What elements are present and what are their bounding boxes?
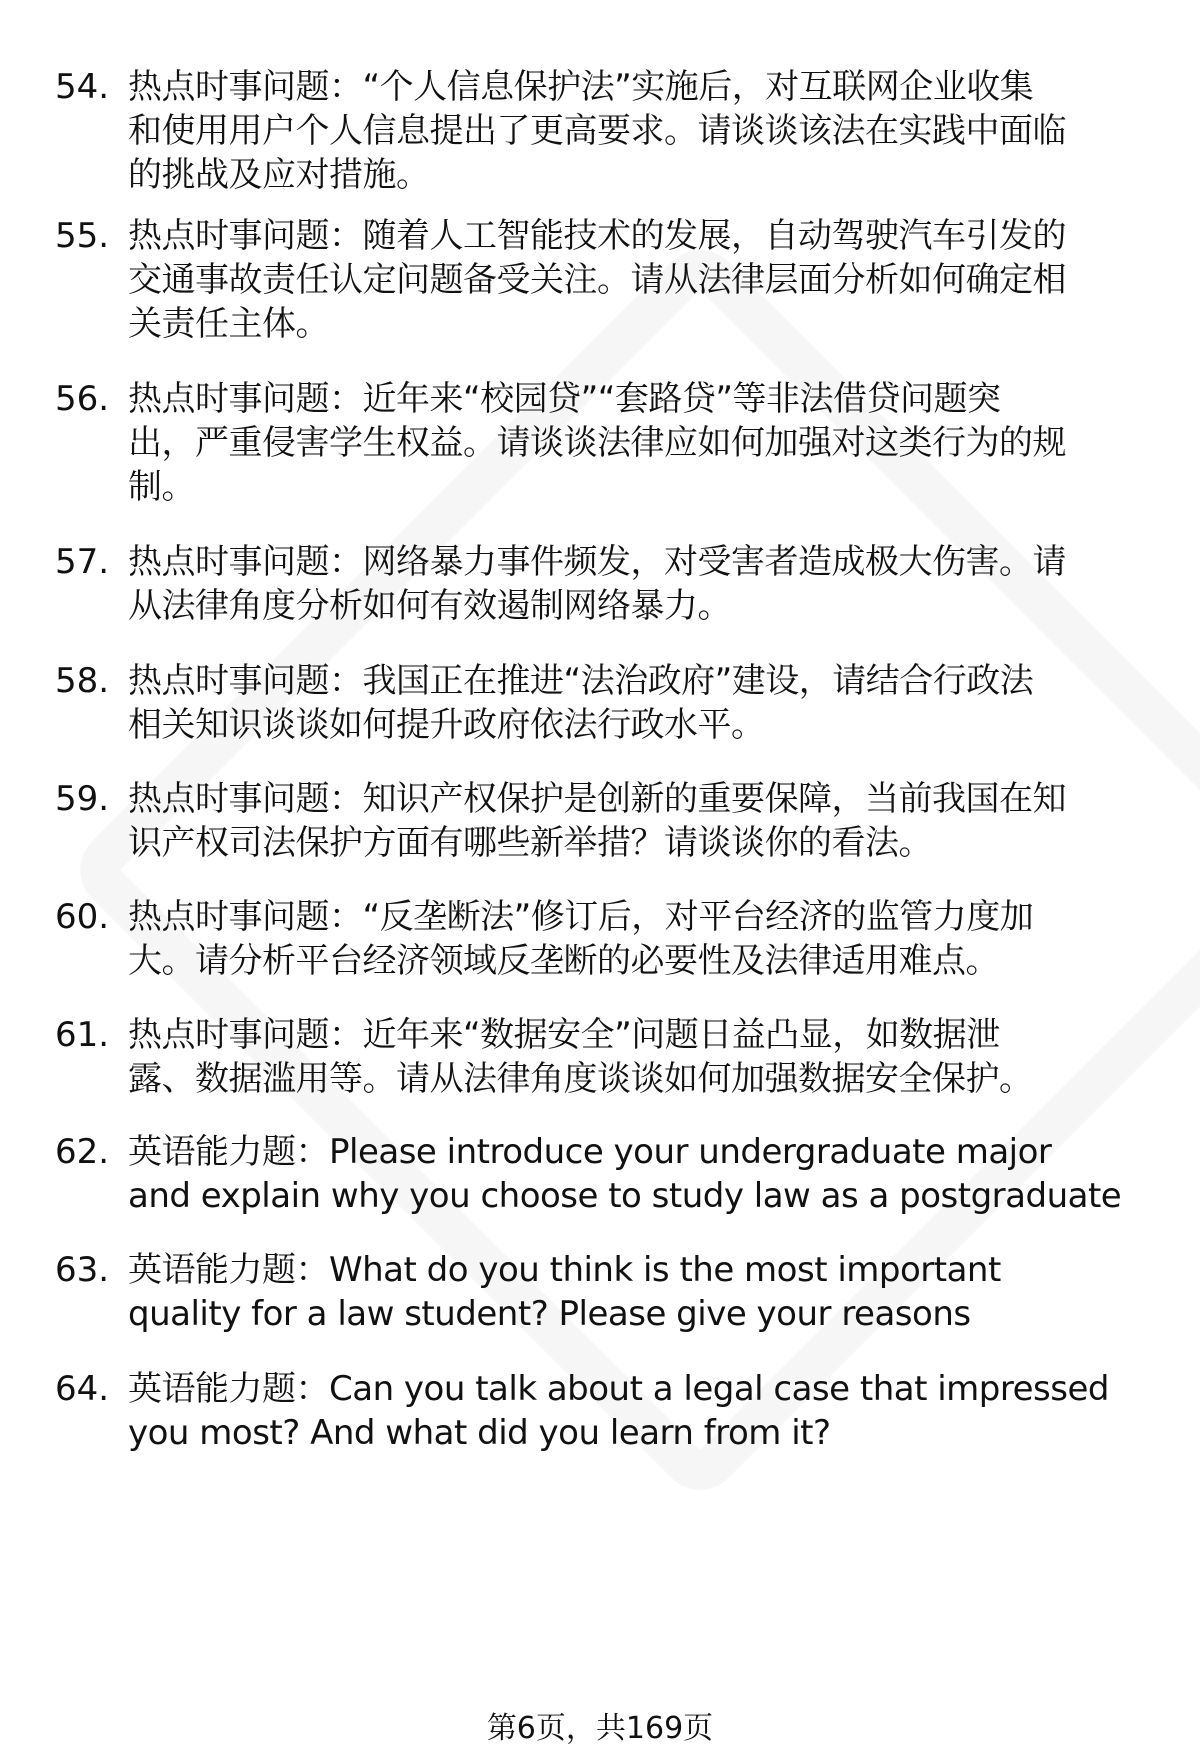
question-number: 63. <box>55 1250 110 1290</box>
question-text-line: quality for a law student? Please give your reasons <box>128 1294 971 1334</box>
question-number: 62. <box>55 1132 110 1172</box>
question-number: 57. <box>55 542 110 582</box>
question-number: 59. <box>55 779 110 819</box>
question-text-line: 相关知识谈谈如何提升政府依法行政水平。 <box>128 705 765 745</box>
question-number: 64. <box>55 1369 110 1409</box>
question-text-line: 和使用用户个人信息提出了更高要求。请谈谈该法在实践中面临 <box>128 111 1066 151</box>
question-text-line: 热点时事问题：我国正在推进“法治政府”建设，请结合行政法 <box>128 661 1034 701</box>
question-number: 60. <box>55 897 110 937</box>
question-text-line: 热点时事问题：“反垄断法”修订后，对平台经济的监管力度加 <box>128 897 1034 937</box>
question-text-line: 英语能力题：Can you talk about a legal case that impressed <box>128 1369 1109 1409</box>
question-number: 61. <box>55 1015 110 1055</box>
question-number: 54. <box>55 67 110 107</box>
question-text-line: 从法律角度分析如何有效遏制网络暴力。 <box>128 586 731 626</box>
question-text-line: 识产权司法保护方面有哪些新举措？请谈谈你的看法。 <box>128 823 932 863</box>
question-text-line: 大。请分析平台经济领域反垄断的必要性及法律适用难点。 <box>128 941 999 981</box>
question-text-line: 露、数据滥用等。请从法律角度谈谈如何加强数据安全保护。 <box>128 1059 1033 1099</box>
page-footer: 第6页，共169页 <box>486 1711 714 1746</box>
question-number: 58. <box>55 661 110 701</box>
question-number: 55. <box>55 216 110 256</box>
question-text-line: 热点时事问题：网络暴力事件频发，对受害者造成极大伤害。请 <box>128 542 1066 582</box>
question-text-line: 交通事故责任认定问题备受关注。请从法律层面分析如何确定相 <box>128 260 1066 300</box>
question-text-line: 热点时事问题：近年来“校园贷”“套路贷”等非法借贷问题突 <box>128 379 1001 419</box>
question-text-line: 关责任主体。 <box>128 304 329 344</box>
question-text-line: 出，严重侵害学生权益。请谈谈法律应如何加强对这类行为的规 <box>128 423 1066 463</box>
question-text-line: 制。 <box>128 467 195 507</box>
question-text-line: 热点时事问题：“个人信息保护法”实施后，对互联网企业收集 <box>128 67 1034 107</box>
question-text-line: 热点时事问题：近年来“数据安全”问题日益凸显，如数据泄 <box>128 1015 1000 1055</box>
question-text-line: 热点时事问题：知识产权保护是创新的重要保障，当前我国在知 <box>128 779 1066 819</box>
question-text-line: and explain why you choose to study law as a postgraduate <box>128 1176 1122 1216</box>
question-text-line: 英语能力题：Please introduce your undergraduate major <box>128 1132 1052 1172</box>
question-number: 56. <box>55 379 110 419</box>
question-text-line: 的挑战及应对措施。 <box>128 155 430 195</box>
question-text-line: 英语能力题：What do you think is the most important <box>128 1250 1001 1290</box>
question-text-line: you most? And what did you learn from it? <box>128 1413 831 1453</box>
question-text-line: 热点时事问题：随着人工智能技术的发展，自动驾驶汽车引发的 <box>128 216 1066 256</box>
